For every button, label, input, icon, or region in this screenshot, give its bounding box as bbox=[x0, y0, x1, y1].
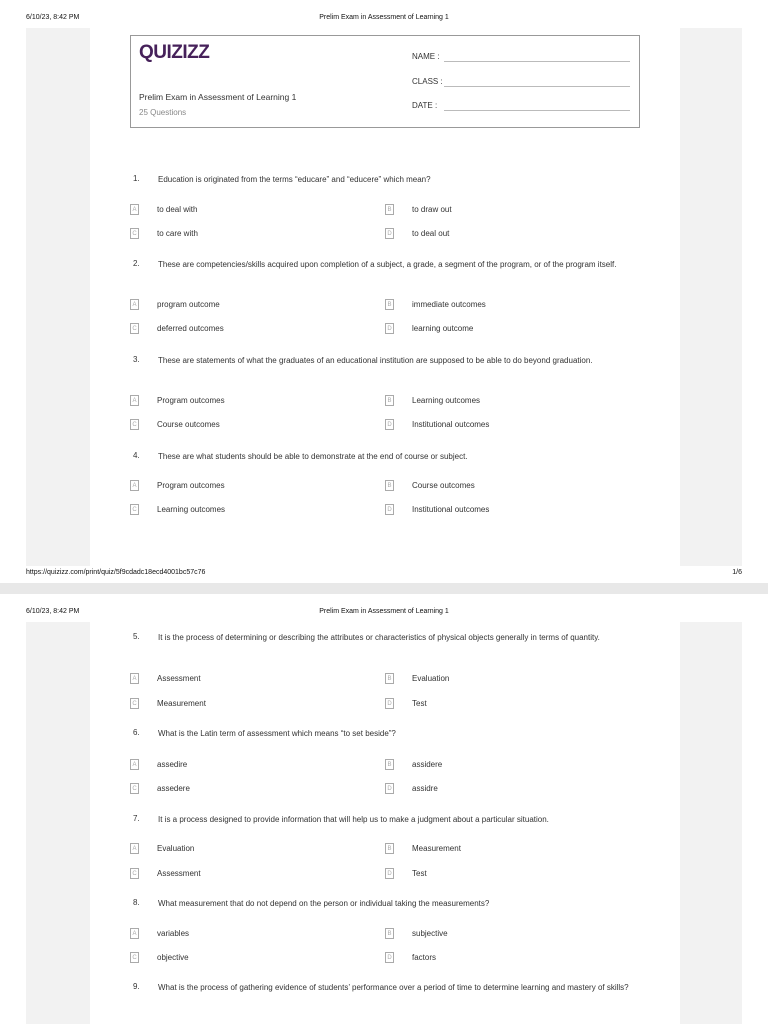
question-text: What is the process of gathering evidence of students’ performance over a period of time to determine learning and mastery of skills? bbox=[158, 983, 629, 992]
option-b bbox=[385, 673, 625, 685]
option-letter-box: C bbox=[130, 698, 139, 709]
name-line bbox=[444, 61, 630, 62]
question-number: 7. bbox=[133, 814, 140, 823]
option-text: Measurement bbox=[412, 844, 461, 853]
option-c bbox=[130, 419, 370, 431]
print-url: https://quizizz.com/print/quiz/5f9cdadc18ecd4001bc57c76 bbox=[26, 569, 206, 576]
option-a bbox=[130, 673, 370, 685]
question-text: These are what students should be able to demonstrate at the end of course or subject. bbox=[158, 452, 468, 461]
option-text: to deal out bbox=[412, 229, 450, 238]
option-letter-box: D bbox=[385, 952, 394, 963]
option-d bbox=[385, 323, 625, 335]
print-header bbox=[26, 608, 742, 618]
option-letter-box: C bbox=[130, 868, 139, 879]
option-text: Learning outcomes bbox=[157, 505, 226, 514]
option-b bbox=[385, 395, 625, 407]
option-text: Program outcomes bbox=[157, 396, 225, 405]
option-a bbox=[130, 480, 370, 492]
option-text: Test bbox=[412, 869, 427, 878]
option-b bbox=[385, 759, 625, 771]
option-text: Evaluation bbox=[412, 674, 450, 683]
option-letter-box: B bbox=[385, 480, 394, 491]
option-text: assidere bbox=[412, 760, 443, 769]
option-letter-box: B bbox=[385, 928, 394, 939]
option-text: to draw out bbox=[412, 205, 452, 214]
question-number: 2. bbox=[133, 259, 140, 268]
option-text: Program outcomes bbox=[157, 481, 225, 490]
option-letter-box: C bbox=[130, 783, 139, 794]
option-text: Test bbox=[412, 699, 427, 708]
option-letter-box: B bbox=[385, 843, 394, 854]
option-text: subjective bbox=[412, 929, 448, 938]
option-c bbox=[130, 698, 370, 710]
option-c bbox=[130, 783, 370, 795]
option-letter-box: C bbox=[130, 323, 139, 334]
option-b bbox=[385, 480, 625, 492]
option-d bbox=[385, 419, 625, 431]
option-text: Institutional outcomes bbox=[412, 505, 490, 514]
option-text: Learning outcomes bbox=[412, 396, 481, 405]
date-label: DATE : bbox=[412, 101, 438, 110]
option-b bbox=[385, 299, 625, 311]
option-letter-box: A bbox=[130, 759, 139, 770]
option-c bbox=[130, 952, 370, 964]
question-text: It is the process of determining or describing the attributes or characteristics of physical objects generally in terms of quantity. bbox=[158, 633, 600, 642]
option-text: assedire bbox=[157, 760, 188, 769]
option-text: Evaluation bbox=[157, 844, 195, 853]
option-letter-box: D bbox=[385, 419, 394, 430]
print-datetime: 6/10/23, 8:42 PM bbox=[26, 608, 80, 615]
option-text: learning outcome bbox=[412, 324, 474, 333]
option-text: objective bbox=[157, 953, 189, 962]
option-d bbox=[385, 698, 625, 710]
option-c bbox=[130, 504, 370, 516]
option-d bbox=[385, 504, 625, 516]
print-page-2 bbox=[0, 594, 768, 1024]
question-text: Education is originated from the terms “educare” and “educere” which mean? bbox=[158, 175, 431, 184]
option-c bbox=[130, 228, 370, 240]
option-text: factors bbox=[412, 953, 437, 962]
option-letter-box: B bbox=[385, 395, 394, 406]
option-text: Measurement bbox=[157, 699, 206, 708]
option-text: assedere bbox=[157, 784, 190, 793]
option-d bbox=[385, 952, 625, 964]
option-text: program outcome bbox=[157, 300, 220, 309]
question-number: 5. bbox=[133, 632, 140, 641]
option-letter-box: A bbox=[130, 928, 139, 939]
option-d bbox=[385, 868, 625, 880]
option-letter-box: A bbox=[130, 480, 139, 491]
option-text: to deal with bbox=[157, 205, 198, 214]
print-doc-title: Prelim Exam in Assessment of Learning 1 bbox=[319, 14, 449, 21]
option-letter-box: D bbox=[385, 228, 394, 239]
option-letter-box: B bbox=[385, 759, 394, 770]
question-number: 6. bbox=[133, 728, 140, 737]
print-doc-title: Prelim Exam in Assessment of Learning 1 bbox=[319, 608, 449, 615]
option-letter-box: B bbox=[385, 299, 394, 310]
option-letter-box: D bbox=[385, 323, 394, 334]
question-text: What measurement that do not depend on the person or individual taking the measurements? bbox=[158, 899, 490, 908]
option-letter-box: D bbox=[385, 698, 394, 709]
print-header bbox=[26, 14, 742, 24]
option-letter-box: C bbox=[130, 504, 139, 515]
option-a bbox=[130, 843, 370, 855]
option-letter-box: B bbox=[385, 204, 394, 215]
option-a bbox=[130, 204, 370, 216]
question-number: 9. bbox=[133, 982, 140, 991]
option-text: Assessment bbox=[157, 869, 201, 878]
option-letter-box: A bbox=[130, 673, 139, 684]
question-number: 4. bbox=[133, 451, 140, 460]
question-count: 25 Questions bbox=[139, 108, 187, 117]
print-datetime: 6/10/23, 8:42 PM bbox=[26, 14, 80, 21]
option-c bbox=[130, 323, 370, 335]
option-a bbox=[130, 759, 370, 771]
print-footer bbox=[26, 569, 742, 579]
option-letter-box: B bbox=[385, 673, 394, 684]
date-field bbox=[412, 101, 437, 110]
question-text: It is a process designed to provide information that will help us to make a judgment about a particular situation. bbox=[158, 815, 549, 824]
question-number: 8. bbox=[133, 898, 140, 907]
option-text: immediate outcomes bbox=[412, 300, 486, 309]
question-text: These are statements of what the graduates of an educational institution are supposed to be able to do beyond graduation. bbox=[158, 356, 593, 365]
option-letter-box: C bbox=[130, 952, 139, 963]
option-letter-box: D bbox=[385, 504, 394, 515]
option-text: deferred outcomes bbox=[157, 324, 224, 333]
option-letter-box: C bbox=[130, 419, 139, 430]
option-c bbox=[130, 868, 370, 880]
option-letter-box: A bbox=[130, 204, 139, 215]
question-text: These are competencies/skills acquired upon completion of a subject, a grade, a segment of the program, or of the program itself. bbox=[158, 260, 617, 269]
quiz-header-box bbox=[130, 35, 640, 128]
print-page-number: 1/6 bbox=[732, 569, 742, 576]
question-number: 3. bbox=[133, 355, 140, 364]
date-line bbox=[444, 110, 630, 111]
name-field bbox=[412, 52, 440, 61]
option-text: Course outcomes bbox=[157, 420, 220, 429]
option-text: Assessment bbox=[157, 674, 201, 683]
class-line bbox=[444, 86, 630, 87]
question-text: What is the Latin term of assessment which means “to set beside”? bbox=[158, 729, 396, 738]
option-letter-box: A bbox=[130, 843, 139, 854]
option-d bbox=[385, 228, 625, 240]
option-text: assidre bbox=[412, 784, 438, 793]
option-text: Institutional outcomes bbox=[412, 420, 490, 429]
class-field bbox=[412, 77, 443, 86]
class-label: CLASS : bbox=[412, 77, 443, 86]
quizizz-logo: QUIZIZZ bbox=[139, 42, 210, 63]
name-label: NAME : bbox=[412, 52, 440, 61]
option-letter-box: C bbox=[130, 228, 139, 239]
option-letter-box: A bbox=[130, 299, 139, 310]
option-a bbox=[130, 928, 370, 940]
exam-title: Prelim Exam in Assessment of Learning 1 bbox=[139, 92, 297, 102]
option-letter-box: D bbox=[385, 783, 394, 794]
option-a bbox=[130, 395, 370, 407]
option-a bbox=[130, 299, 370, 311]
option-text: to care with bbox=[157, 229, 198, 238]
option-b bbox=[385, 928, 625, 940]
page-gap bbox=[0, 583, 768, 594]
option-b bbox=[385, 843, 625, 855]
option-text: variables bbox=[157, 929, 190, 938]
option-letter-box: D bbox=[385, 868, 394, 879]
option-d bbox=[385, 783, 625, 795]
question-number: 1. bbox=[133, 174, 140, 183]
option-b bbox=[385, 204, 625, 216]
option-letter-box: A bbox=[130, 395, 139, 406]
option-text: Course outcomes bbox=[412, 481, 475, 490]
